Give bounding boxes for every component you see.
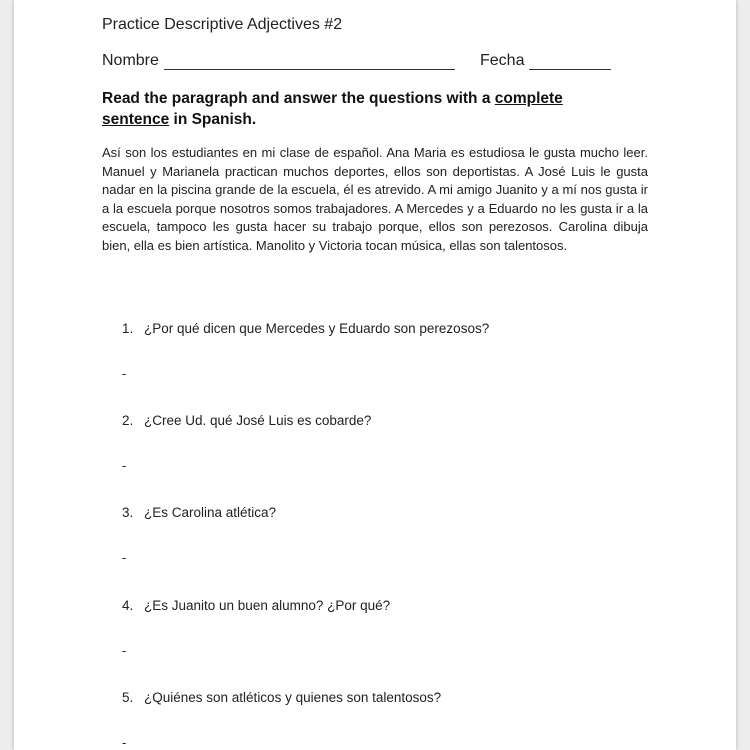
question-number: 3. [122,505,134,520]
question-text: ¿Cree Ud. qué José Luis es cobarde? [144,413,372,428]
fecha-label: Fecha [480,52,525,69]
answer-line-2[interactable]: - [122,458,127,473]
reading-paragraph: Así son los estudiantes en mi clase de español. Ana Maria es estudiosa le gusta mucho leer. Manuel y Marianela practican muchos deportes, ellos son deportistas. A José Luis le gusta nadar en la piscina grande de la escuela, él es atrevido. A mi amigo Juanito y a mí nos gusta ir a la escuela porque nosotros somos trabajadores. A Mercedes y a Eduardo no les gusta ir a la escuela, tampoco les gusta hacer su trabajo porque, ellos son perezosos. Carolina dibuja bien, ella es bien artística. Manolito y Victoria tocan música, ellas son talentosos. [102,145,648,253]
question-number: 1. [122,321,134,336]
page-title: Practice Descriptive Adjectives #2 [102,16,343,33]
question-text: ¿Quiénes son atléticos y quienes son talentosos? [144,690,442,705]
question-number: 2. [122,413,134,428]
answer-line-4[interactable]: - [122,643,127,658]
instructions [102,88,622,130]
nombre-blank-line[interactable] [164,69,455,70]
question-3 [122,505,276,520]
question-number: 5. [122,690,134,705]
instructions-underlined-complete: complete [494,90,563,107]
question-5 [122,690,441,705]
answer-line-1[interactable]: - [122,366,127,381]
instructions-underlined-sentence: sentence [102,111,170,128]
question-4 [122,598,390,613]
question-text: ¿Es Carolina atlética? [144,505,277,520]
name-date-row [102,52,622,74]
answer-line-5[interactable]: - [122,735,127,750]
instructions-text-2: in Spanish. [169,111,257,128]
answer-line-3[interactable]: - [122,550,127,565]
question-2 [122,413,371,428]
question-number: 4. [122,598,134,613]
question-1 [122,321,489,336]
instructions-text-1: Read the paragraph and answer the questions with a [102,90,495,107]
question-text: ¿Es Juanito un buen alumno? ¿Por qué? [144,598,391,613]
question-text: ¿Por qué dicen que Mercedes y Eduardo son perezosos? [144,321,490,336]
worksheet-page [14,0,736,750]
nombre-label: Nombre [102,52,159,69]
fecha-blank-line[interactable] [529,69,611,70]
